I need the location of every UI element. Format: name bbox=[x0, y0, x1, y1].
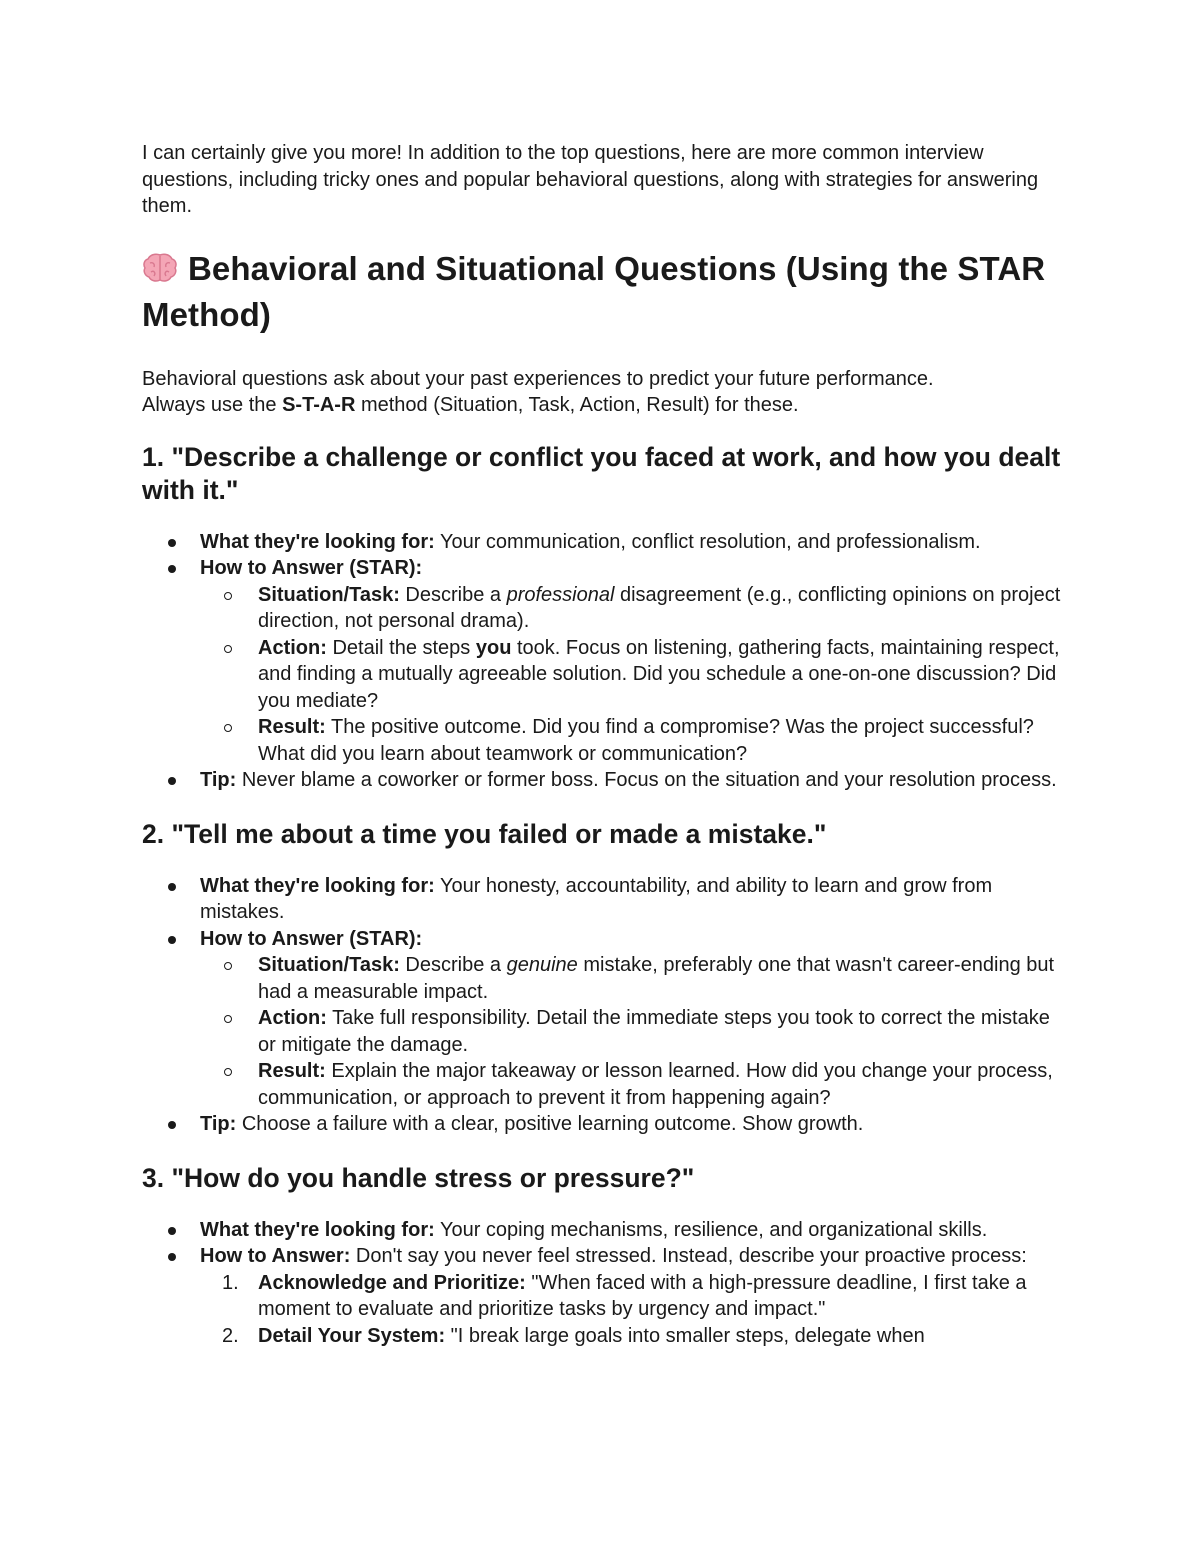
document-body bbox=[142, 140, 1072, 1349]
situation-emphasis: professional bbox=[506, 583, 615, 606]
situation-label: Situation/Task: bbox=[258, 954, 400, 976]
list-item bbox=[200, 1058, 1072, 1111]
result-label: Result: bbox=[258, 1060, 326, 1082]
steps-list bbox=[200, 1270, 1072, 1350]
action-text: Detail the steps bbox=[326, 636, 476, 659]
how-to-answer-text: Don't say you never feel stressed. Instead, describe your proactive process: bbox=[350, 1245, 1027, 1267]
question-1-heading: 1. "Describe a challenge or conflict you faced at work, and how you dealt with it." bbox=[142, 441, 1061, 505]
list-item bbox=[142, 767, 1072, 794]
list-item bbox=[200, 635, 1072, 715]
list-item bbox=[142, 926, 1072, 1112]
action-text-end: took. Focus on listening, gathering facts, maintaining respect, and finding a mutually agreeable solution. Did you schedule a one-on-one discussion? Did you mediate? bbox=[258, 636, 1060, 712]
list-item bbox=[142, 529, 1072, 556]
action-label: Action: bbox=[258, 636, 327, 659]
star-sublist bbox=[200, 582, 1072, 768]
section-intro-line2: Always use the bbox=[142, 394, 283, 416]
how-to-answer-label: How to Answer (STAR): bbox=[200, 927, 423, 950]
tip-text: Choose a failure with a clear, positive learning outcome. Show growth. bbox=[236, 1113, 864, 1135]
question-3-list bbox=[142, 1217, 1072, 1350]
looking-for-label: What they're looking for: bbox=[200, 1218, 435, 1241]
list-item bbox=[200, 714, 1072, 767]
looking-for-label: What they're looking for: bbox=[200, 530, 435, 553]
situation-text-end: disagreement (e.g., conflicting opinions on project direction, not personal drama). bbox=[258, 583, 1061, 632]
looking-for-text: Your honesty, accountability, and ability to learn and grow from mistakes. bbox=[200, 874, 993, 923]
result-text: Explain the major takeaway or lesson learned. How did you change your process, communication, or approach to prevent it from happening again? bbox=[258, 1060, 1053, 1109]
list-item bbox=[200, 952, 1072, 1005]
question-2-heading: 2. "Tell me about a time you failed or made a mistake." bbox=[142, 818, 827, 849]
brain-icon bbox=[142, 252, 178, 294]
section-intro bbox=[142, 366, 1072, 419]
list-item bbox=[200, 1270, 1072, 1323]
section-intro-line2-end: method (Situation, Task, Action, Result) for these. bbox=[355, 394, 799, 416]
looking-for-label: What they're looking for: bbox=[200, 874, 435, 897]
section-intro-line1: Behavioral questions ask about your past experiences to predict your future performance. bbox=[142, 367, 934, 390]
list-item bbox=[142, 1111, 1072, 1138]
list-item bbox=[142, 1243, 1072, 1349]
how-to-answer-label: How to Answer: bbox=[200, 1245, 351, 1267]
step-number: 2. bbox=[222, 1324, 239, 1347]
question-2-list bbox=[142, 873, 1072, 1138]
looking-for-text: Your coping mechanisms, resilience, and organizational skills. bbox=[434, 1218, 988, 1241]
question-1-list bbox=[142, 529, 1072, 794]
situation-emphasis: genuine bbox=[506, 954, 578, 976]
result-text: The positive outcome. Did you find a compromise? Was the project successful? What did you learn about teamwork or communication? bbox=[258, 716, 1034, 765]
situation-text: Describe a bbox=[399, 583, 507, 606]
step-label: Acknowledge and Prioritize: bbox=[258, 1271, 526, 1294]
situation-text-end: mistake, preferably one that wasn't career-ending but had a measurable impact. bbox=[258, 954, 1055, 1003]
tip-text: Never blame a coworker or former boss. Focus on the situation and your resolution process. bbox=[236, 769, 1057, 791]
step-text: "When faced with a high-pressure deadline, I first take a moment to evaluate and prioritize tasks by urgency and impact." bbox=[258, 1271, 1027, 1320]
list-item bbox=[200, 1005, 1072, 1058]
list-item bbox=[142, 555, 1072, 767]
tip-label: Tip: bbox=[200, 769, 237, 791]
star-sublist bbox=[200, 952, 1072, 1111]
list-item bbox=[142, 873, 1072, 926]
tip-label: Tip: bbox=[200, 1113, 237, 1135]
section-heading bbox=[142, 248, 1072, 336]
section-title: Behavioral and Situational Questions (Using the STAR Method) bbox=[142, 249, 1046, 333]
list-item bbox=[200, 1323, 1072, 1350]
list-item bbox=[142, 1217, 1072, 1244]
how-to-answer-label: How to Answer (STAR): bbox=[200, 557, 423, 579]
situation-label: Situation/Task: bbox=[258, 583, 400, 606]
step-text: "I break large goals into smaller steps, delegate when bbox=[445, 1324, 925, 1347]
list-item bbox=[200, 582, 1072, 635]
result-label: Result: bbox=[258, 716, 326, 738]
action-text: Take full responsibility. Detail the immediate steps you took to correct the mistake or mitigate the damage. bbox=[258, 1007, 1050, 1056]
action-emphasis: you bbox=[475, 636, 512, 659]
star-acronym: S-T-A-R bbox=[282, 394, 356, 416]
step-number: 1. bbox=[222, 1271, 239, 1294]
question-3-heading: 3. "How do you handle stress or pressure?" bbox=[142, 1162, 695, 1193]
looking-for-text: Your communication, conflict resolution, and professionalism. bbox=[434, 530, 981, 553]
action-label: Action: bbox=[258, 1007, 327, 1029]
intro-paragraph: I can certainly give you more! In addition to the top questions, here are more common interview questions, including tricky ones and popular behavioral questions, along with strategies for answering them. bbox=[142, 142, 1039, 217]
step-label: Detail Your System: bbox=[258, 1324, 446, 1347]
situation-text: Describe a bbox=[399, 954, 507, 976]
